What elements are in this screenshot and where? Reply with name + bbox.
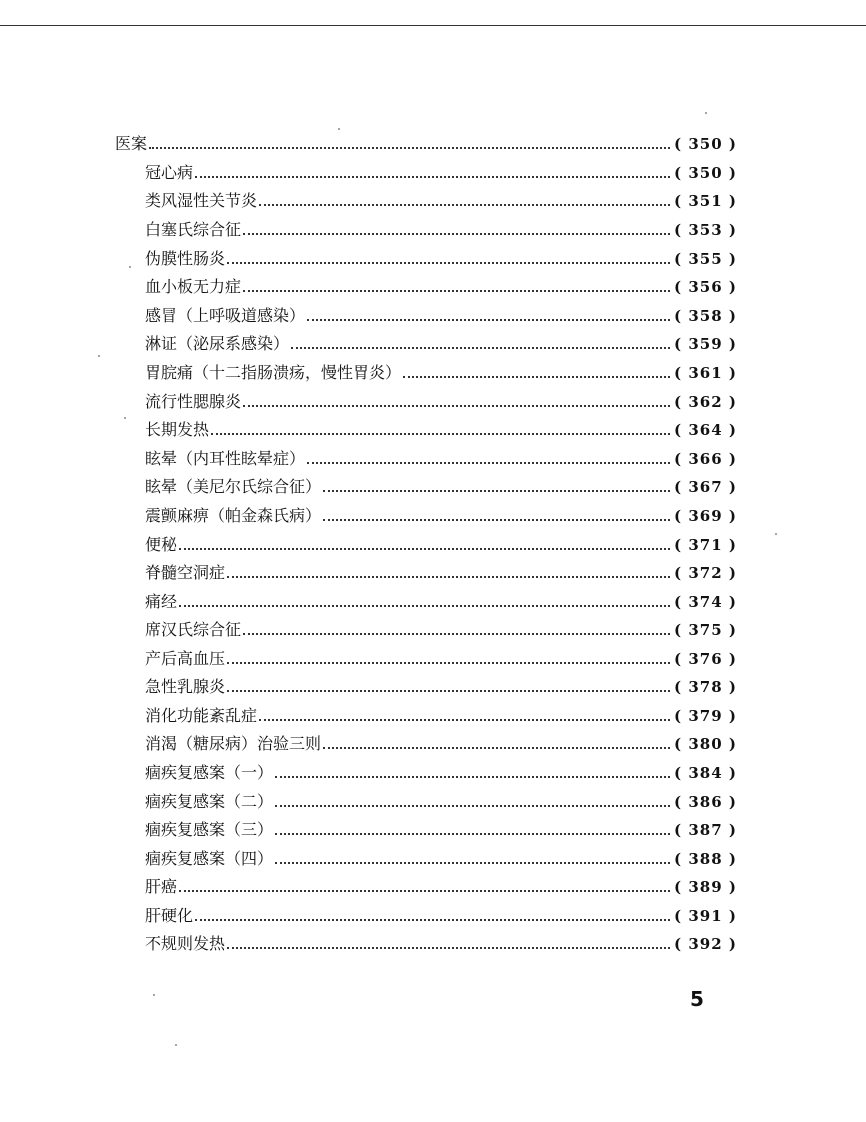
toc-leader-dots — [179, 889, 670, 892]
toc-entry-title: 肝硬化 — [145, 906, 194, 925]
toc-leader-dots — [243, 289, 670, 292]
toc-entry — [145, 928, 737, 954]
toc-entry-title: 眩晕（美尼尔氏综合征） — [145, 477, 322, 496]
toc-leader-dots — [403, 375, 670, 378]
toc-entry-title: 淋证（泌尿系感染） — [145, 334, 290, 353]
toc-entry-page: ( 353 ) — [674, 221, 737, 239]
toc-entry-page: ( 376 ) — [674, 650, 737, 668]
toc-entry-title: 便秘 — [145, 535, 178, 554]
page-number: 5 — [690, 987, 704, 1011]
toc-entry-page: ( 389 ) — [674, 878, 737, 896]
toc-entry — [145, 500, 737, 526]
toc-entry-title: 血小板无力症 — [145, 277, 242, 296]
toc-leader-dots — [211, 432, 670, 435]
toc-entry-title: 流行性腮腺炎 — [145, 392, 242, 411]
toc-entry — [145, 443, 737, 469]
toc-section-row — [115, 128, 737, 154]
toc-entry-title: 伪膜性肠炎 — [145, 249, 226, 268]
toc-leader-dots — [227, 689, 670, 692]
scan-speck — [705, 112, 707, 114]
toc-entry-title: 震颤麻痹（帕金森氏病） — [145, 506, 322, 525]
toc-entry — [145, 471, 737, 497]
toc-entry-title: 白塞氏综合征 — [145, 220, 242, 239]
toc-entry-page: ( 358 ) — [674, 307, 737, 325]
toc-entry — [145, 614, 737, 640]
toc-leader-dots — [243, 232, 670, 235]
toc-entry — [145, 271, 737, 297]
toc-leader-dots — [259, 203, 670, 206]
toc-entry — [145, 786, 737, 812]
toc-entry-page: ( 387 ) — [674, 821, 737, 839]
toc-entry — [145, 300, 737, 326]
toc-entry-page: ( 362 ) — [674, 393, 737, 411]
toc-entry-title: 痼疾复感案（四） — [145, 849, 274, 868]
toc-entry-title: 胃脘痛（十二指肠溃疡，慢性胃炎） — [145, 363, 402, 382]
toc-entry — [145, 671, 737, 697]
toc-entry-title: 类风湿性关节炎 — [145, 191, 258, 210]
toc-entry — [145, 386, 737, 412]
toc-entry-page: ( 350 ) — [674, 164, 737, 182]
scan-speck — [338, 128, 340, 130]
top-rule — [0, 25, 866, 26]
toc-entry-page: ( 355 ) — [674, 250, 737, 268]
toc-entry-page: ( 388 ) — [674, 850, 737, 868]
toc-entry-title: 冠心病 — [145, 163, 194, 182]
toc-entry-title: 痼疾复感案（三） — [145, 820, 274, 839]
toc-leader-dots — [275, 861, 670, 864]
toc-entry — [145, 357, 737, 383]
toc-leader-dots — [195, 918, 670, 921]
scan-speck — [98, 355, 100, 357]
toc-entry-page: ( 366 ) — [674, 450, 737, 468]
toc-entry — [145, 728, 737, 754]
toc-leader-dots — [195, 175, 670, 178]
toc-entry-title: 消化功能紊乱症 — [145, 706, 258, 725]
toc-leader-dots — [323, 746, 670, 749]
toc-entry — [145, 586, 737, 612]
toc-entry-page: ( 359 ) — [674, 335, 737, 353]
toc-leader-dots — [275, 804, 670, 807]
scan-speck — [175, 1044, 177, 1046]
toc-entry — [145, 185, 737, 211]
toc-leader-dots — [243, 632, 670, 635]
toc-entry-title: 产后高血压 — [145, 649, 226, 668]
toc-entry-title: 痛经 — [145, 592, 178, 611]
toc-entry — [145, 157, 737, 183]
toc-entry — [145, 871, 737, 897]
toc-leader-dots — [179, 547, 670, 550]
toc-entry-page: ( 375 ) — [674, 621, 737, 639]
toc-entry — [145, 529, 737, 555]
toc-entry-title: 脊髓空洞症 — [145, 563, 226, 582]
toc-entry-page: ( 364 ) — [674, 421, 737, 439]
toc-section-page: ( 350 ) — [674, 135, 737, 153]
toc-entry-page: ( 374 ) — [674, 593, 737, 611]
toc-entry — [145, 414, 737, 440]
toc-leader-dots — [149, 146, 670, 149]
toc-entry-title: 痼疾复感案（一） — [145, 763, 274, 782]
scan-speck — [129, 266, 131, 268]
toc-entry-page: ( 386 ) — [674, 793, 737, 811]
toc-leader-dots — [275, 775, 670, 778]
toc-entry — [145, 243, 737, 269]
toc-entry-title: 痼疾复感案（二） — [145, 792, 274, 811]
toc-entry-title: 肝癌 — [145, 877, 178, 896]
toc-leader-dots — [307, 461, 670, 464]
toc-entry-title: 长期发热 — [145, 420, 210, 439]
toc-leader-dots — [259, 718, 670, 721]
scan-speck — [124, 417, 126, 419]
toc-entry — [145, 814, 737, 840]
toc-entry — [145, 643, 737, 669]
toc-entry-title: 眩晕（内耳性眩晕症） — [145, 449, 306, 468]
toc-entry-page: ( 369 ) — [674, 507, 737, 525]
scan-speck — [775, 533, 777, 535]
toc-entry-page: ( 392 ) — [674, 935, 737, 953]
toc-leader-dots — [307, 318, 670, 321]
toc-entry-page: ( 351 ) — [674, 192, 737, 210]
toc-entry-page: ( 391 ) — [674, 907, 737, 925]
toc-entry-page: ( 372 ) — [674, 564, 737, 582]
toc-leader-dots — [227, 261, 670, 264]
toc-entry-page: ( 384 ) — [674, 764, 737, 782]
toc-entry — [145, 843, 737, 869]
toc-entry-title: 感冒（上呼吸道感染） — [145, 306, 306, 325]
toc-entry-page: ( 367 ) — [674, 478, 737, 496]
toc-leader-dots — [227, 946, 670, 949]
toc-entry-title: 不规则发热 — [145, 934, 226, 953]
toc-leader-dots — [323, 518, 670, 521]
toc-entry-title: 急性乳腺炎 — [145, 677, 226, 696]
toc-section-title: 医案 — [115, 134, 148, 153]
toc-entry-page: ( 380 ) — [674, 735, 737, 753]
toc-entry-title: 消渴（糖尿病）治验三则 — [145, 734, 322, 753]
toc-entry — [145, 700, 737, 726]
toc-entry-page: ( 378 ) — [674, 678, 737, 696]
toc-leader-dots — [227, 661, 670, 664]
toc-leader-dots — [179, 604, 670, 607]
toc-entry — [145, 900, 737, 926]
toc-entry-page: ( 361 ) — [674, 364, 737, 382]
toc-leader-dots — [323, 489, 670, 492]
toc-entry — [145, 557, 737, 583]
toc-entry-title: 席汉氏综合征 — [145, 620, 242, 639]
toc-entry — [145, 214, 737, 240]
toc-leader-dots — [227, 575, 670, 578]
toc-entry-page: ( 356 ) — [674, 278, 737, 296]
toc-entry-page: ( 371 ) — [674, 536, 737, 554]
toc-entry — [145, 757, 737, 783]
toc-leader-dots — [275, 832, 670, 835]
scan-speck — [153, 994, 155, 996]
toc-leader-dots — [291, 346, 670, 349]
toc-leader-dots — [243, 404, 670, 407]
toc-entry-page: ( 379 ) — [674, 707, 737, 725]
toc-entry — [145, 328, 737, 354]
